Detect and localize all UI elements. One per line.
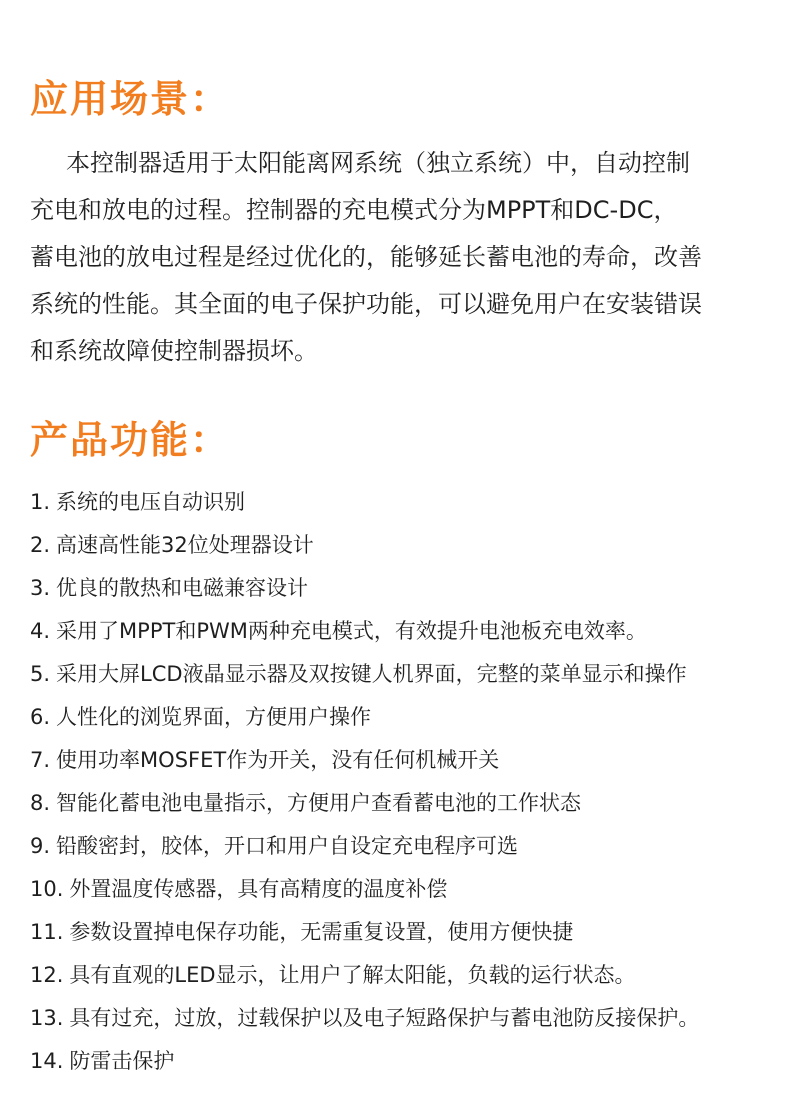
feature-item: [30, 739, 775, 782]
feature-item: [30, 997, 775, 1040]
feature-item: [30, 782, 775, 825]
feature-text: 具有直观的LED显示，让用户了解太阳能，负载的运行状态。: [69, 963, 636, 987]
feature-number: 2.: [30, 533, 51, 557]
feature-number: 14.: [30, 1049, 64, 1073]
feature-item: [30, 610, 775, 653]
feature-text: 高速高性能32位处理器设计: [56, 533, 314, 557]
section-title-features: 产品功能：: [30, 418, 231, 462]
feature-text: 使用功率MOSFET作为开关，没有任何机械开关: [56, 748, 500, 772]
feature-number: 7.: [30, 748, 51, 772]
feature-number: 9.: [30, 834, 51, 858]
feature-list: [30, 481, 775, 1083]
description-line: 和系统故障使控制器损坏。: [30, 337, 318, 365]
feature-item: [30, 653, 775, 696]
feature-text: 人性化的浏览界面，方便用户操作: [56, 705, 372, 729]
feature-text: 采用了MPPT和PWM两种充电模式，有效提升电池板充电效率。: [56, 619, 647, 643]
feature-number: 13.: [30, 1006, 64, 1030]
feature-text: 具有过充，过放，过载保护以及电子短路保护与蓄电池防反接保护。: [69, 1006, 700, 1030]
feature-item: [30, 911, 775, 954]
feature-text: 采用大屏LCD液晶显示器及双按键人机界面，完整的菜单显示和操作: [56, 662, 687, 686]
feature-item: [30, 954, 775, 997]
feature-text: 外置温度传感器，具有高精度的温度补偿: [69, 877, 448, 901]
feature-number: 3.: [30, 576, 51, 600]
description-line: 蓄电池的放电过程是经过优化的，能够延长蓄电池的寿命，改善: [30, 243, 702, 271]
feature-item: [30, 1040, 775, 1083]
feature-item: [30, 825, 775, 868]
application-description: [30, 140, 765, 375]
feature-item: [30, 524, 775, 567]
feature-number: 8.: [30, 791, 51, 815]
feature-number: 5.: [30, 662, 51, 686]
feature-text: 参数设置掉电保存功能，无需重复设置，使用方便快捷: [69, 920, 574, 944]
feature-item: [30, 868, 775, 911]
feature-text: 系统的电压自动识别: [56, 490, 246, 514]
description-line: 本控制器适用于太阳能离网系统（独立系统）中，自动控制: [66, 149, 690, 177]
feature-number: 6.: [30, 705, 51, 729]
section-title-application: 应用场景：: [30, 77, 231, 121]
feature-number: 10.: [30, 877, 64, 901]
description-line: 充电和放电的过程。控制器的充电模式分为MPPT和DC-DC，: [30, 196, 678, 224]
feature-item: [30, 481, 775, 524]
feature-item: [30, 567, 775, 610]
feature-text: 优良的散热和电磁兼容设计: [56, 576, 309, 600]
feature-text: 铅酸密封，胶体，开口和用户自设定充电程序可选: [56, 834, 519, 858]
feature-number: 11.: [30, 920, 64, 944]
feature-item: [30, 696, 775, 739]
feature-text: 智能化蓄电池电量指示，方便用户查看蓄电池的工作状态: [56, 791, 582, 815]
feature-text: 防雷击保护: [69, 1049, 175, 1073]
feature-number: 4.: [30, 619, 51, 643]
feature-number: 1.: [30, 490, 51, 514]
description-line: 系统的性能。其全面的电子保护功能，可以避免用户在安装错误: [30, 290, 702, 318]
feature-number: 12.: [30, 963, 64, 987]
